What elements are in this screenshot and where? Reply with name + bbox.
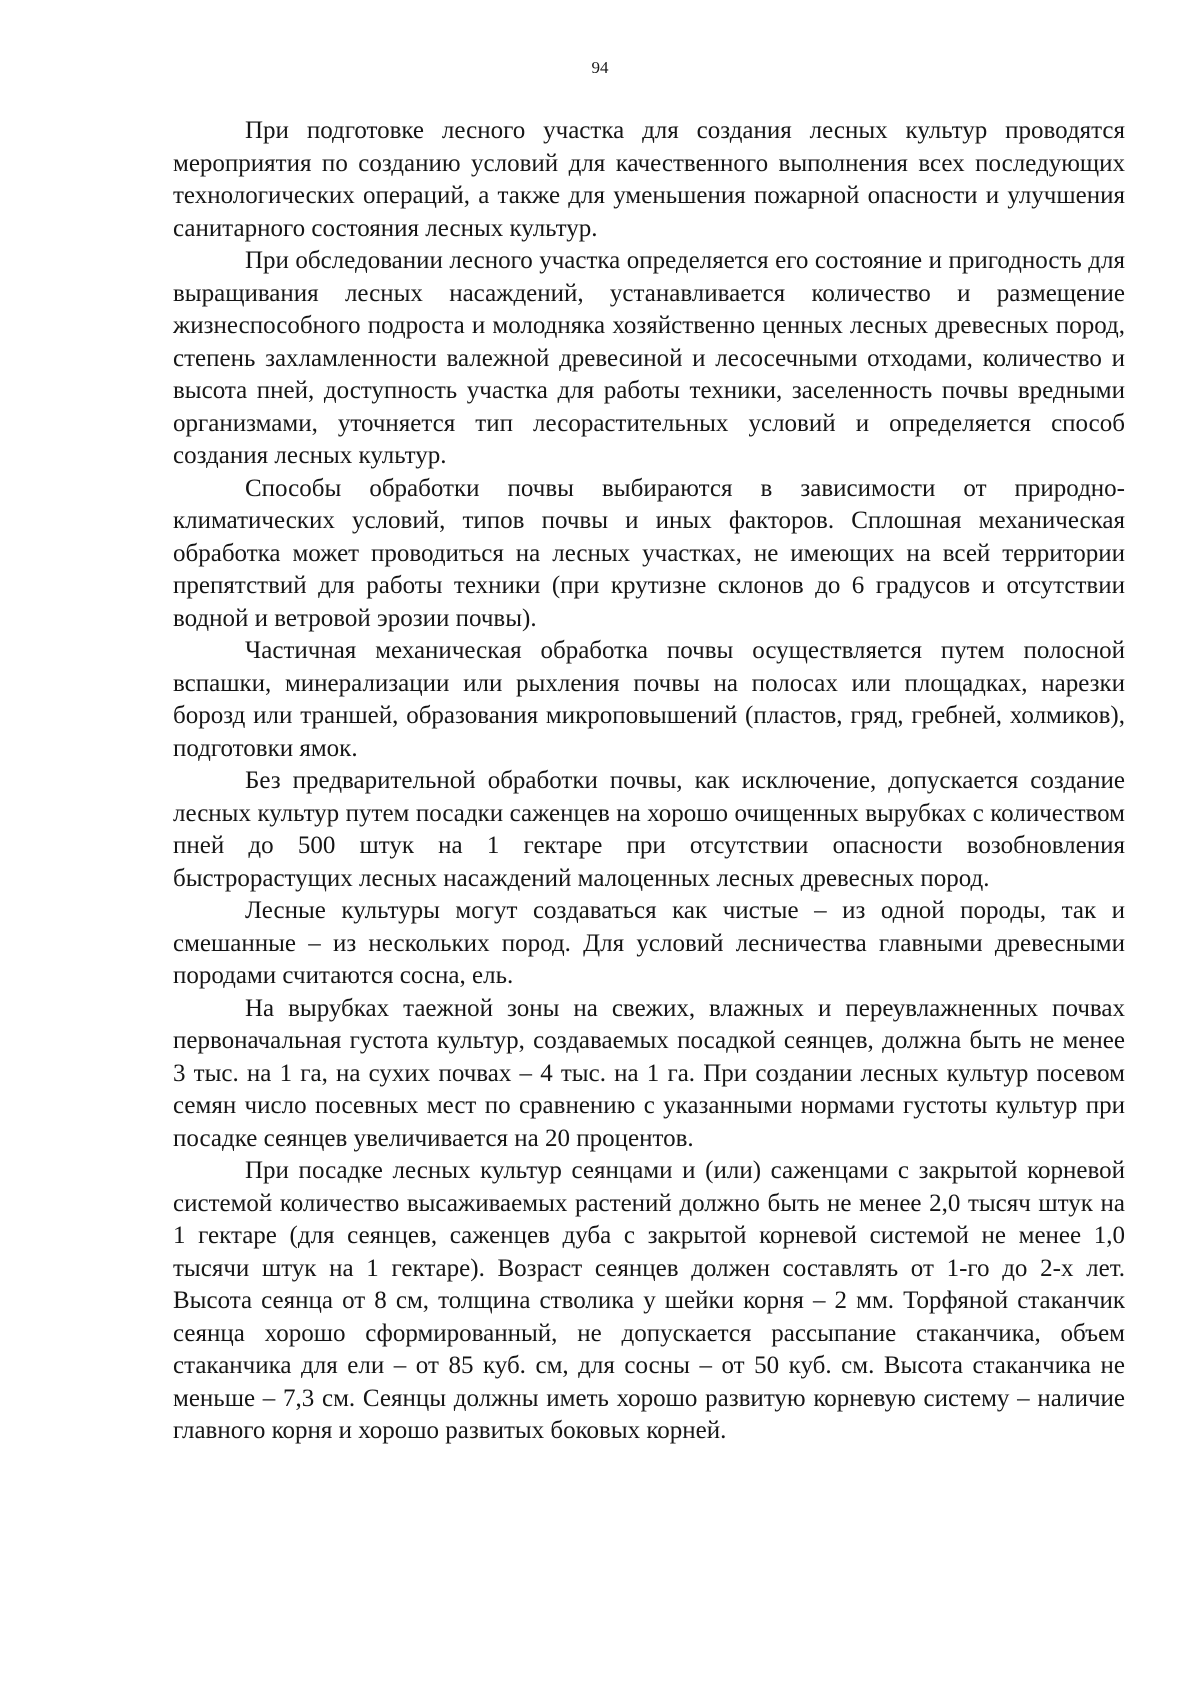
- page-number: 94: [591, 58, 609, 77]
- paragraph: Способы обработки почвы выбираются в зависимости от природно-климатических условий, типов почвы и иных факторов. Сплошная механическая обработка может проводиться на лесных участках, не имеющих на всей территории препятствий для работы техники (при крутизне склонов до 6 градусов и отсутствии водной и ветровой эрозии почвы).: [173, 474, 1125, 632]
- document-body: [173, 115, 1125, 1448]
- paragraph: На вырубках таежной зоны на свежих, влажных и переувлажненных почвах первоначальная густота культур, создаваемых посадкой сеянцев, должна быть не менее 3 тыс. на 1 га, на сухих почвах – 4 тыс. на 1 га. При создании лесных культур посевом семян число посевных мест по сравнению с указанными нормами густоты культур при посадке сеянцев увеличивается на 20 процентов.: [173, 994, 1125, 1152]
- paragraph: Без предварительной обработки почвы, как исключение, допускается создание лесных культур путем посадки саженцев на хорошо очищенных вырубках с количеством пней до 500 штук на 1 гектаре при отсутствии опасности возобновления быстрорастущих лесных насаждений малоценных лесных древесных пород.: [173, 767, 1125, 892]
- paragraph: Частичная механическая обработка почвы осуществляется путем полосной вспашки, минерализации или рыхления почвы на полосах или площадках, нарезки борозд или траншей, образования микроповышений (пластов, гряд, гребней, холмиков), подготовки ямок.: [173, 637, 1125, 762]
- paragraph: При посадке лесных культур сеянцами и (или) саженцами с закрытой корневой системой количество высаживаемых растений должно быть не менее 2,0 тысяч штук на 1 гектаре (для сеянцев, саженцев дуба с закрытой корневой системой не менее 1,0 тысячи штук на 1 гектаре). Возраст сеянцев должен составлять от 1-го до 2-х лет. Высота сеянца от 8 см, толщина стволика у шейки корня – 2 мм. Торфяной стаканчик сеянца хорошо сформированный, не допускается рассыпание стаканчика, объем стаканчика для ели – от 85 куб. см, для сосны – от 50 куб. см. Высота стаканчика не меньше – 7,3 см. Сеянцы должны иметь хорошо развитую корневую систему – наличие главного корня и хорошо развитых боковых корней.: [173, 1157, 1125, 1444]
- paragraph: При обследовании лесного участка определяется его состояние и пригодность для выращивания лесных насаждений, устанавливается количество и размещение жизнеспособного подроста и молодняка хозяйственно ценных лесных древесных пород, степень захламленности валежной древесиной и лесосечными отходами, количество и высота пней, доступность участка для работы техники, заселенность почвы вредными организмами, уточняется тип лесорастительных условий и определяется способ создания лесных культур.: [173, 247, 1125, 469]
- paragraph: При подготовке лесного участка для создания лесных культур проводятся мероприятия по созданию условий для качественного выполнения всех последующих технологических операций, а также для уменьшения пожарной опасности и улучшения санитарного состояния лесных культур.: [173, 117, 1125, 242]
- paragraph: Лесные культуры могут создаваться как чистые – из одной породы, так и смешанные – из нескольких пород. Для условий лесничества главными древесными породами считаются сосна, ель.: [173, 897, 1125, 989]
